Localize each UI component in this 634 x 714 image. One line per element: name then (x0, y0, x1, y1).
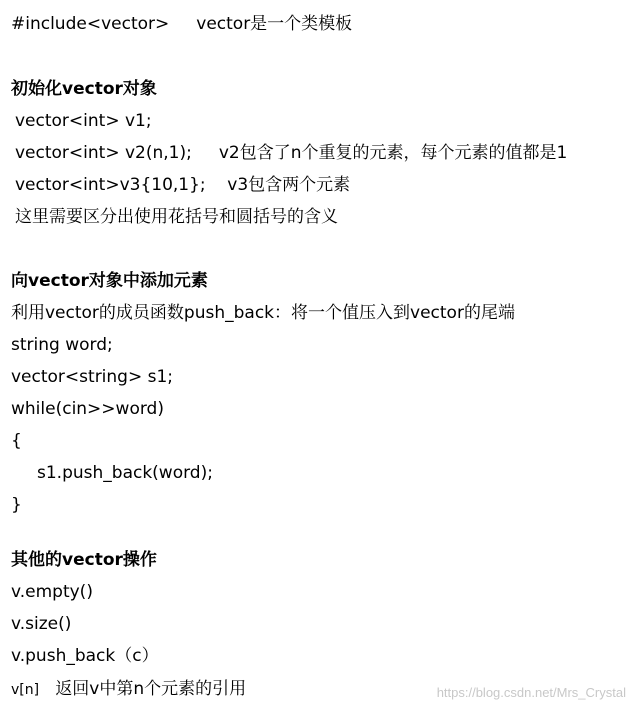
code-line: s1.push_back(word); (37, 463, 213, 483)
code-line: v.empty() (11, 582, 93, 602)
code-line: while(cin>>word) (11, 399, 164, 419)
index-desc: 返回v中第n个元素的引用 (55, 679, 247, 699)
code-line: string word; (11, 335, 113, 355)
index-line (11, 677, 246, 702)
index-gap (39, 679, 55, 699)
section-heading-ops: 其他的vector操作 (11, 550, 157, 570)
code-line: v.push_back（c） (11, 646, 159, 666)
watermark: https://blog.csdn.net/Mrs_Crystal (436, 685, 626, 700)
code-line: vector<int> v2(n,1); v2包含了n个重复的元素，每个元素的值都是1 (15, 143, 568, 163)
section-heading-init: 初始化vector对象 (11, 79, 157, 99)
note-line: 这里需要区分出使用花括号和圆括号的含义 (15, 207, 338, 227)
include-line: #include<vector> vector是一个类模板 (11, 14, 353, 34)
code-line: vector<int> v1; (15, 111, 152, 131)
code-line: vector<int>v3{10,1}; v3包含两个元素 (15, 175, 351, 195)
code-line: vector<string> s1; (11, 367, 174, 387)
code-line: v.size() (11, 614, 72, 634)
index-prefix: v[n] (11, 682, 40, 698)
description-line: 利用vector的成员函数push_back：将一个值压入到vector的尾端 (11, 303, 515, 323)
code-line: { (11, 431, 22, 451)
section-heading-push: 向vector对象中添加元素 (11, 271, 208, 291)
code-line: } (11, 495, 22, 515)
